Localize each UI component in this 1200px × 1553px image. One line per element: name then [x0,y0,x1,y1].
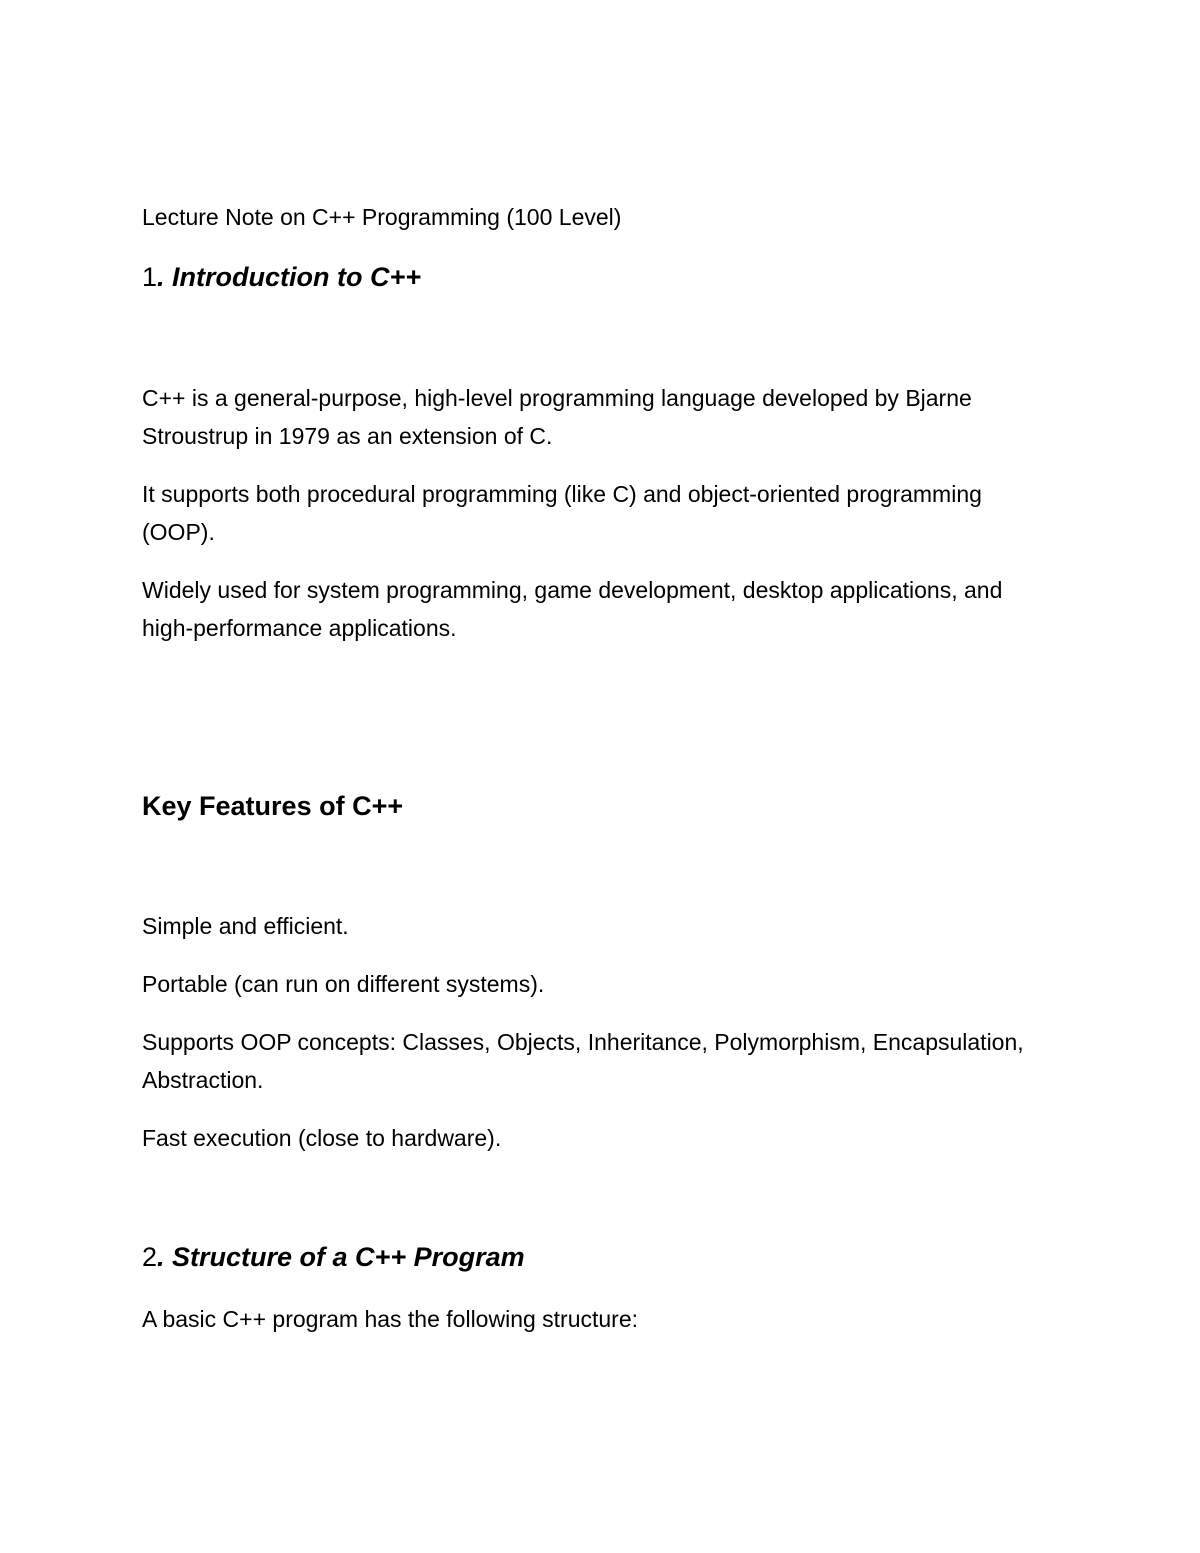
section-1-title: . Introduction to C++ [157,262,422,292]
intro-paragraph-2: It supports both procedural programming (like C) and object-oriented programming (OOP). [142,481,982,545]
feature-item-1: Simple and efficient. [142,913,349,939]
feature-item-2: Portable (can run on different systems). [142,971,545,997]
intro-paragraph-1: C++ is a general-purpose, high-level programming language developed by Bjarne Stroustrup in 1979 as an extension of C. [142,385,972,449]
section-1-heading [142,258,1052,296]
structure-intro: A basic C++ program has the following structure: [142,1306,639,1332]
feature-item-4: Fast execution (close to hardware). [142,1125,502,1151]
section-1-number: 1 [142,262,158,292]
section-2-title: . Structure of a C++ Program [157,1242,525,1272]
section-2-heading [142,1238,1052,1276]
document-title-line: Lecture Note on C++ Programming (100 Level) [142,204,622,230]
key-features-heading: Key Features of C++ [142,791,404,821]
section-2-number: 2 [142,1242,158,1272]
feature-item-3: Supports OOP concepts: Classes, Objects, Inheritance, Polymorphism, Encapsulation, Abstraction. [142,1029,1024,1093]
intro-paragraph-3: Widely used for system programming, game development, desktop applications, and high-performance applications. [142,577,1003,641]
